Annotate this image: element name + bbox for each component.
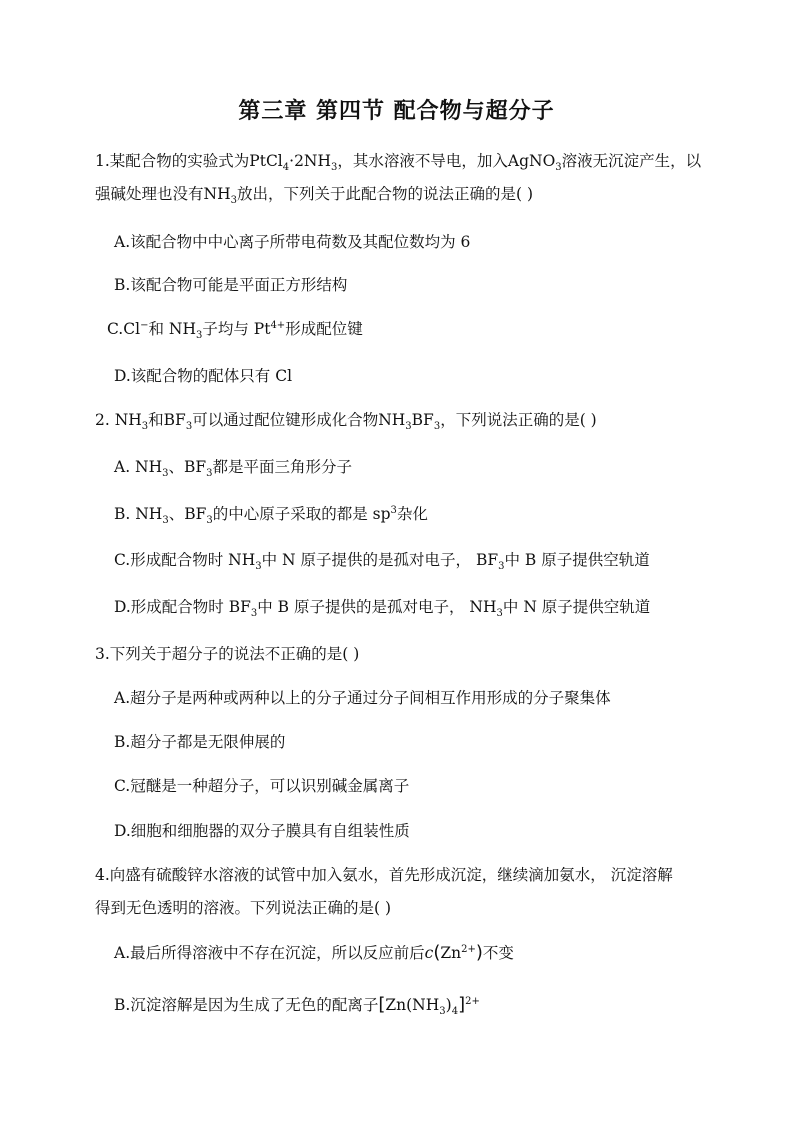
subscript: 3 [555,162,562,174]
paren-open: ( [433,942,441,963]
q2-option-c [114,549,650,571]
paren-close: ) [475,942,483,963]
subscript: 3 [185,421,193,433]
subscript: 4 [282,162,290,174]
text: B.沉淀溶解是因为生成了无色的配离子 [114,996,379,1014]
text: 强碱处理也没有NH [95,185,231,203]
text: 中 N 原子提供的是孤对电子， BF [261,551,499,569]
text: Zn(NH [385,996,440,1014]
text: B. NH [114,505,163,523]
q4-option-a [114,942,514,964]
text: 形成配位键 [285,320,363,338]
subscript: 3 [162,515,169,527]
bracket-close: ] [458,994,466,1015]
subscript: 3 [206,468,213,480]
subscript: 3 [496,608,503,620]
text: 可以通过配位键形成化合物NH [192,411,406,429]
q3-option-d: D.细胞和细胞器的双分子膜具有自组装性质 [114,822,410,840]
subscript: 3 [433,421,441,433]
page-title: 第三章 第四节 配合物与超分子 [238,98,555,124]
subscript: 3 [405,421,412,433]
q4-option-b [114,994,480,1016]
text: 、BF [168,458,207,476]
q3-stem: 3.下列关于超分子的说法不正确的是( ) [95,645,360,663]
q1-option-b: B.该配合物可能是平面正方形结构 [114,276,348,294]
superscript: − [140,319,149,331]
text: ，下列说法正确的是( ) [440,411,597,429]
text: 中 B 原子提供的是孤对电子， NH [257,598,497,616]
text: A.最后所得溶液中不存在沉淀，所以反应前后 [114,944,425,962]
q1-option-c [107,318,363,340]
text: 2. NH [95,411,142,429]
text: C.Cl [107,320,141,338]
text: C.形成配合物时 NH [114,551,256,569]
q4-stem-line1: 4.向盛有硫酸锌水溶液的试管中加入氨水，首先形成沉淀，继续滴加氨水， 沉淀溶解 [95,866,673,884]
text: 的中心原子采取的都是 sp [212,505,391,523]
text: 溶液无沉淀产生，以 [561,152,702,170]
text: BF [411,411,434,429]
text: 放出，下列关于此配合物的说法正确的是( ) [236,185,533,203]
text: 中 B 原子提供空轨道 [504,551,650,569]
subscript: 3 [439,1006,446,1018]
subscript: 3 [230,195,237,207]
subscript: 3 [250,608,258,620]
text: 1.某配合物的实验式为PtCl [95,152,283,170]
text: 子均与 Pt [202,320,271,338]
bracket-open: [ [378,994,386,1015]
q2-option-a [114,456,352,478]
subscript: 3 [195,330,203,342]
superscript: 3 [390,504,397,516]
text: ·2NH [289,152,332,170]
q2-stem [95,409,597,431]
q1-option-d: D.该配合物的配体只有 Cl [114,367,293,385]
text: ，其水溶液不导电，加入AgNO [337,152,556,170]
text: ) [445,996,452,1014]
text: D.形成配合物时 BF [114,598,251,616]
concentration-symbol: c [424,944,434,962]
q3-option-b: B.超分子都是无限伸展的 [114,733,286,751]
text: 杂化 [396,505,428,523]
text: 中 N 原子提供空轨道 [502,598,651,616]
text: 和 NH [148,320,196,338]
subscript: 3 [206,515,213,527]
q2-option-b [114,503,428,525]
text: 、BF [168,505,207,523]
text: A. NH [114,458,163,476]
subscript: 3 [255,561,262,573]
q4-stem-line2: 得到无色透明的溶液。下列说法正确的是( ) [95,899,392,917]
q2-option-d [114,596,650,618]
text: 和BF [148,411,186,429]
subscript: 4 [451,1006,459,1018]
subscript: 3 [162,468,169,480]
text: 都是平面三角形分子 [212,458,353,476]
subscript: 3 [331,162,338,174]
subscript: 3 [498,561,505,573]
q1-stem-line2 [95,183,533,205]
q1-stem-line1 [95,150,701,172]
subscript: 3 [141,421,149,433]
q1-option-a: A.该配合物中中心离子所带电荷数及其配位数均为 6 [114,233,471,251]
text: Zn [440,944,462,962]
superscript: 4+ [270,319,286,331]
superscript: 2+ [461,943,476,955]
superscript: 2+ [465,995,480,1007]
q3-option-c: C.冠醚是一种超分子，可以识别碱金属离子 [114,777,410,795]
q3-option-a: A.超分子是两种或两种以上的分子通过分子间相互作用形成的分子聚集体 [114,689,611,707]
text: 不变 [482,944,514,962]
